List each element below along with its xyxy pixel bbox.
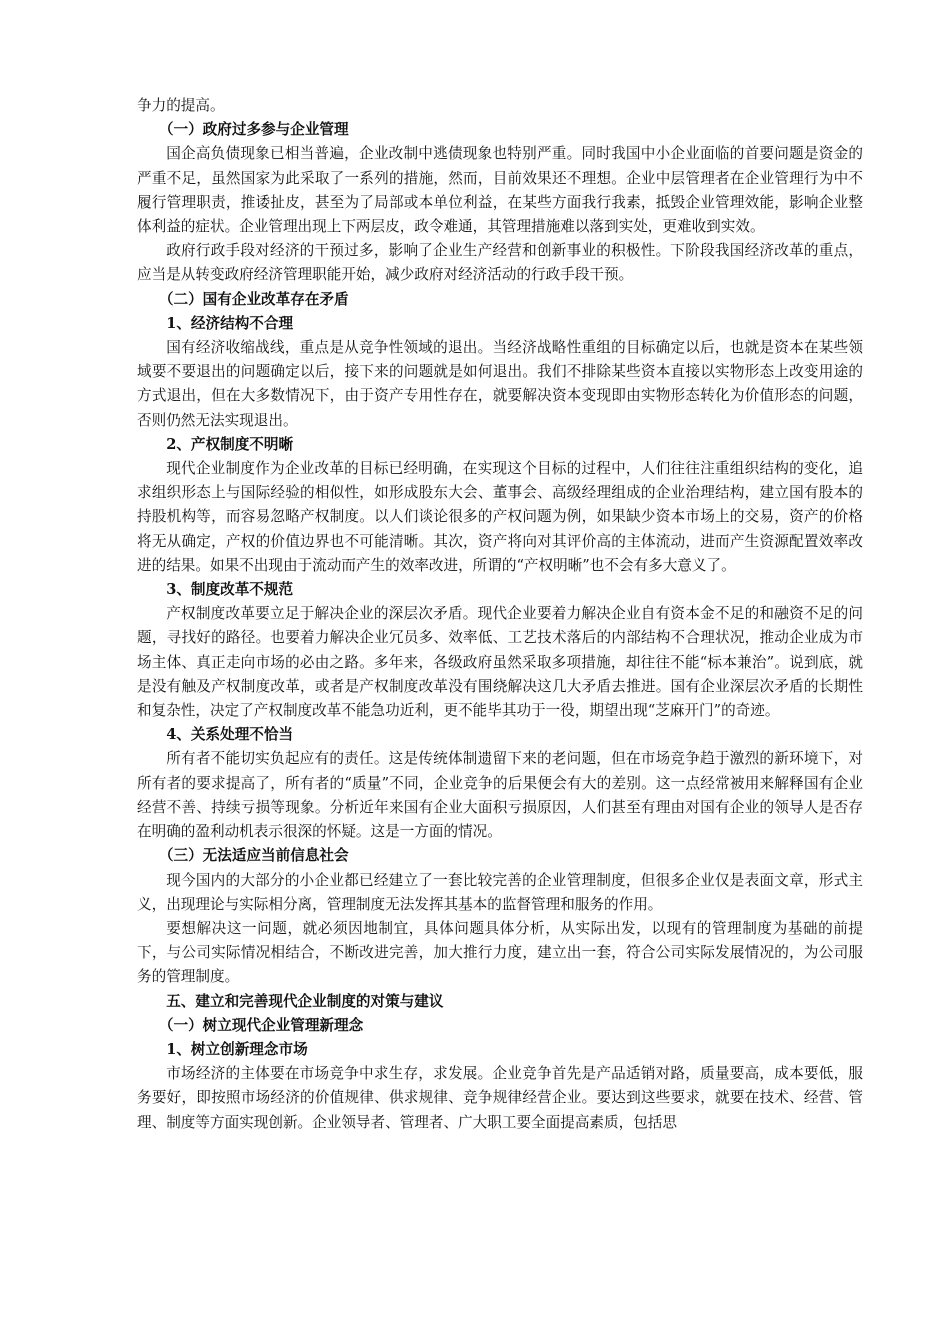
section-heading: （一）树立现代企业管理新理念	[158, 1016, 364, 1034]
subsection-heading: 1、树立创新理念市场	[166, 1040, 308, 1058]
subsection-heading: 3、制度改革不规范	[166, 581, 294, 599]
document-page	[137, 94, 863, 1135]
paragraph: 国企高负债现象已相当普遍，企业改制中逃债现象也特别严重。同时我国中小企业面临的首要问题是资金的严重不足，虽然国家为此采取了一系列的措施，然而，目前效果还不理想。企业中层管理者在企业管理行为中不履行管理职责，推诿扯皮，甚至为了局部或本单位利益，在某些方面我行我素，抵毁企业管理效能，影响企业整体利益的症状。企业管理出现上下两层皮，政令难通，其管理措施难以落到实处，更难收到实效。	[137, 145, 863, 236]
subsection-heading: 4、关系处理不恰当	[166, 726, 294, 744]
paragraph: 要想解决这一问题，就必须因地制宜，具体问题具体分析，从实际出发，以现有的管理制度为基础的前提下，与公司实际情况相结合，不断改进完善，加大推行力度，建立出一套，符合公司实际发展情况的，为公司服务的管理制度。	[137, 919, 863, 986]
paragraph: 争力的提高。	[137, 97, 225, 114]
paragraph: 现代企业制度作为企业改革的目标已经明确，在实现这个目标的过程中，人们往往注重组织结构的变化，追求组织形态上与国际经验的相似性，如形成股东大会、董事会、高级经理组成的企业治理结构，建立国有股本的持股机构等，而容易忽略产权制度。以人们谈论很多的产权问题为例，如果缺少资本市场上的交易，资产的价格将无从确定，产权的价值边界也不可能清晰。其次，资产将向对其评价高的主体流动，进而产生资源配置效率改进的结果。如果不出现由于流动而产生的效率改进，所谓的“产权明晰”也不会有多大意义了。	[137, 460, 863, 574]
section-heading: （二）国有企业改革存在矛盾	[158, 290, 349, 308]
paragraph: 所有者不能切实负起应有的责任。这是传统体制遗留下来的老问题，但在市场竞争趋于激烈的新环境下，对所有者的要求提高了，所有者的“质量”不同，企业竞争的后果便会有大的差别。这一点经常被用来解释国有企业经营不善、持续亏损等现象。分析近年来国有企业大面积亏损原因，人们甚至有理由对国有企业的领导人是否存在明确的盈利动机表示很深的怀疑。这是一方面的情况。	[137, 750, 863, 841]
subsection-heading: 2、产权制度不明晰	[166, 435, 294, 453]
paragraph: 现今国内的大部分的小企业都已经建立了一套比较完善的企业管理制度，但很多企业仅是表面文章，形式主义，出现理论与实际相分离，管理制度无法发挥其基本的监督管理和服务的作用。	[137, 871, 863, 913]
paragraph: 国有经济收缩战线，重点是从竞争性领域的退出。当经济战略性重组的目标确定以后，也就是资本在某些领域要不要退出的问题确定以后，接下来的问题就是如何退出。我们不排除某些资本直接以实物形态上改变用途的方式退出，但在大多数情况下，由于资产专用性存在，就要解决资本变现即由实物形态转化为价值形态的问题，否则仍然无法实现退出。	[137, 339, 863, 429]
section-heading: （一）政府过多参与企业管理	[158, 121, 349, 139]
chapter-heading: 五、建立和完善现代企业制度的对策与建议	[166, 992, 444, 1010]
paragraph: 市场经济的主体要在市场竞争中求生存，求发展。企业竞争首先是产品适销对路，质量要高，成本要低，服务要好，即按照市场经济的价值规律、供求规律、竞争规律经营企业。要达到这些要求，就要在技术、经营、管理、制度等方面实现创新。企业领导者、管理者、广大职工要全面提高素质，包括思	[137, 1065, 863, 1131]
section-heading: （三）无法适应当前信息社会	[158, 847, 349, 865]
paragraph: 政府行政手段对经济的干预过多，影响了企业生产经营和创新事业的积极性。下阶段我国经济改革的重点，应当是从转变政府经济管理职能开始，减少政府对经济活动的行政手段干预。	[137, 242, 863, 284]
paragraph: 产权制度改革要立足于解决企业的深层次矛盾。现代企业要着力解决企业自有资本金不足的和融资不足的问题，寻找好的路径。也要着力解决企业冗员多、效率低、工艺技术落后的内部结构不合理状况，推动企业成为市场主体、真正走向市场的必由之路。多年来，各级政府虽然采取多项措施，却往往不能“标本兼治”。说到底，就是没有触及产权制度改革，或者是产权制度改革没有围绕解决这几大矛盾去推进。国有企业深层次矛盾的长期性和复杂性，决定了产权制度改革不能急功近利，更不能毕其功于一役，期望出现“芝麻开门”的奇迹。	[137, 605, 863, 720]
subsection-heading: 1、经济结构不合理	[166, 314, 294, 332]
